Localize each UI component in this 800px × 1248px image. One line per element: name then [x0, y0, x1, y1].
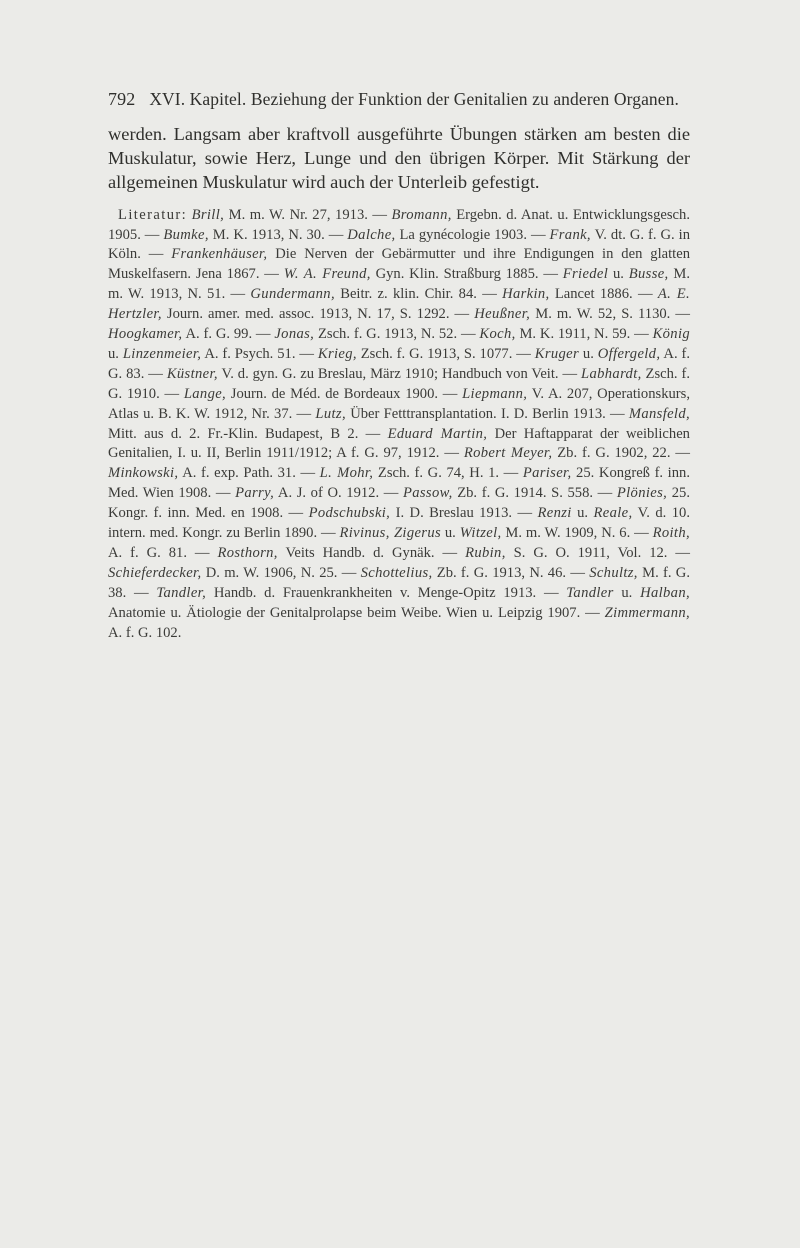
literature-author: Küstner,: [166, 365, 218, 382]
literature-author: Rosthorn,: [217, 545, 278, 562]
literature-reference: A. f. G. 102.: [108, 624, 182, 641]
literature-author: Dalche,: [347, 226, 396, 243]
literature-author: Passow,: [402, 485, 453, 502]
literature-author: A. E. Hertzler,: [108, 286, 690, 323]
literature-author: Minkowski,: [108, 465, 179, 482]
literature-reference: Zb. f. G. 1913, N. 46. —: [432, 564, 590, 581]
literature-reference: Beitr. z. klin. Chir. 84. —: [334, 286, 503, 303]
literature-author: Lange,: [183, 385, 227, 402]
running-head: [108, 88, 690, 110]
literature-reference: Handb. d. Frauenkrankheiten v. Menge-Opitz 1913. —: [206, 584, 567, 601]
literature-author: Gundermann,: [250, 286, 335, 303]
literature-reference: A. J. of O. 1912. —: [274, 485, 403, 502]
literature-author: König: [652, 326, 691, 343]
body-paragraph: werden. Langsam aber kraftvoll ausgeführte Übungen stärken am besten die Muskulatur, sowie Herz, Lunge und den übrigen Körper. Mit Stärkung der allgemeinen Muskulatur wird auch der Unterleib gefestigt.: [108, 124, 690, 193]
literature-reference: Zsch. f. G. 1910. —: [108, 365, 690, 402]
page-number: 792: [108, 89, 136, 109]
literature-reference: Lancet 1886. —: [549, 286, 658, 303]
literature-reference: u.: [571, 505, 594, 522]
literature-reference: 25. Kongr. f. inn. Med. en 1908. —: [108, 485, 690, 522]
literature-reference: u.: [108, 345, 123, 362]
literature-reference: A. f. G. 83. —: [108, 345, 691, 382]
literature-reference: I. D. Breslau 1913. —: [390, 505, 538, 522]
literature-reference: Zsch. f. G. 1913, S. 1077. —: [356, 345, 535, 362]
literature-author: Witzel,: [459, 525, 502, 542]
literature-label: Literatur:: [118, 206, 188, 223]
literature-author: Frank,: [549, 226, 591, 243]
literature-reference: V. dt. G. f. G. in Köln. —: [108, 226, 691, 263]
literature-author: Robert Meyer,: [463, 445, 553, 462]
literature-reference: V. d. 10. intern. med. Kongr. zu Berlin 1890. —: [108, 505, 690, 542]
literature-author: Rivinus, Zigerus: [339, 525, 441, 542]
literature-reference: Zb. f. G. 1902, 22. —: [552, 445, 690, 462]
literature-reference: A. f. G. 81. —: [108, 545, 218, 562]
literature-author: Linzenmeier,: [122, 345, 202, 362]
literature-author: Tandler: [566, 584, 614, 601]
literature-author: Koch,: [479, 326, 516, 343]
literature-reference: u.: [441, 525, 460, 542]
literature-author: Busse,: [628, 266, 669, 283]
literature-author: Schieferdecker,: [108, 564, 202, 581]
literature-reference: M. K. 1913, N. 30. —: [208, 226, 348, 243]
literature-author: Schultz,: [589, 564, 638, 581]
literature-author: Liepmann,: [462, 385, 528, 402]
literature-reference: Über Fetttransplantation. I. D. Berlin 1913. —: [345, 405, 629, 422]
literature-reference: Die Nerven der Gebärmutter und ihre Endigungen in den glatten Muskelfasern. Jena 1867. —: [108, 246, 690, 283]
literature-reference: Veits Handb. d. Gynäk. —: [277, 545, 466, 562]
literature-reference: M. f. G. 38. —: [108, 564, 690, 601]
literature-author: Offergeld,: [597, 345, 661, 362]
literature-reference: D. m. W. 1906, N. 25. —: [201, 564, 361, 581]
literature-reference: u.: [608, 266, 629, 283]
literature-author: Tandler,: [156, 584, 207, 601]
literature-author: W. A. Freund,: [283, 266, 371, 283]
literature-reference: 25. Kongreß f. inn. Med. Wien 1908. —: [108, 465, 690, 502]
literature-author: Harkin,: [502, 286, 550, 303]
literature-list: [108, 206, 690, 644]
literature-author: Podschubski,: [308, 505, 391, 522]
literature-reference: Journ. amer. med. assoc. 1913, N. 17, S. 1292. —: [161, 306, 475, 323]
literature-reference: V. d. gyn. G. zu Breslau, März 1910; Handbuch von Veit. —: [217, 365, 582, 382]
literature-reference: M. m. W. 1909, N. 6. —: [501, 525, 653, 542]
literature-reference: M. m. W. Nr. 27, 1913. —: [224, 206, 392, 223]
literature-reference: S. G. O. 1911, Vol. 12. —: [505, 545, 690, 562]
literature-reference: Zsch. f. G. 1913, N. 52. —: [314, 326, 480, 343]
literature-author: Kruger: [534, 345, 580, 362]
literature-entries: [108, 207, 690, 641]
literature-author: Brill,: [191, 206, 225, 223]
literature-reference: Zsch. f. G. 74, H. 1. —: [373, 465, 523, 482]
literature-reference: Der Haftapparat der weiblichen Genitalien, I. u. II, Berlin 1911/1912; A f. G. 97, 1912. —: [108, 425, 690, 462]
literature-author: Mansfeld,: [628, 405, 690, 422]
literature-author: Bromann,: [391, 206, 452, 223]
literature-author: Labhardt,: [581, 365, 642, 382]
literature-author: Pariser,: [522, 465, 572, 482]
literature-reference: Zb. f. G. 1914. S. 558. —: [452, 485, 617, 502]
literature-author: Krieg,: [317, 345, 357, 362]
literature-author: Plönies,: [616, 485, 668, 502]
literature-reference: M. K. 1911, N. 59. —: [515, 326, 653, 343]
literature-author: L. Mohr,: [319, 465, 374, 482]
literature-reference: A. f. G. 99. —: [182, 326, 275, 343]
literature-reference: u.: [613, 584, 641, 601]
literature-author: Eduard Martin,: [387, 425, 488, 442]
literature-author: Frankenhäuser,: [171, 246, 268, 263]
literature-author: Parry,: [235, 485, 275, 502]
literature-reference: u.: [579, 345, 598, 362]
literature-author: Roith,: [652, 525, 690, 542]
literature-reference: A. f. Psych. 51. —: [201, 345, 318, 362]
literature-author: Schottelius,: [360, 564, 433, 581]
literature-reference: Journ. de Méd. de Bordeaux 1900. —: [226, 385, 463, 402]
literature-reference: M. m. W. 1913, N. 51. —: [108, 266, 690, 303]
literature-author: Friedel: [562, 266, 609, 283]
literature-author: Lutz,: [315, 405, 346, 422]
literature-author: Rubin,: [465, 545, 506, 562]
literature-author: Renzi: [537, 505, 572, 522]
chapter-title: XVI. Kapitel. Beziehung der Funktion der Genitalien zu anderen Organen.: [149, 89, 679, 109]
literature-reference: Ergebn. d. Anat. u. Entwicklungsgesch. 1905. —: [108, 206, 690, 243]
literature-author: Jonas,: [274, 326, 315, 343]
literature-author: Zimmermann,: [604, 604, 690, 621]
literature-reference: Mitt. aus d. 2. Fr.-Klin. Budapest, B 2. —: [108, 425, 388, 442]
literature-author: Heußner,: [474, 306, 531, 323]
literature-reference: Anatomie u. Ätiologie der Genitalprolapse beim Weibe. Wien u. Leipzig 1907. —: [108, 604, 605, 621]
literature-author: Bumke,: [163, 226, 209, 243]
literature-reference: V. A. 207, Operationskurs, Atlas u. B. K. W. 1912, Nr. 37. —: [108, 385, 690, 422]
literature-reference: A. f. exp. Path. 31. —: [178, 465, 320, 482]
literature-reference: M. m. W. 52, S. 1130. —: [530, 306, 690, 323]
literature-author: Reale,: [593, 505, 633, 522]
literature-author: Halban,: [640, 584, 690, 601]
literature-reference: La gynécologie 1903. —: [395, 226, 550, 243]
literature-reference: Gyn. Klin. Straßburg 1885. —: [370, 266, 563, 283]
literature-author: Hoogkamer,: [108, 326, 183, 343]
